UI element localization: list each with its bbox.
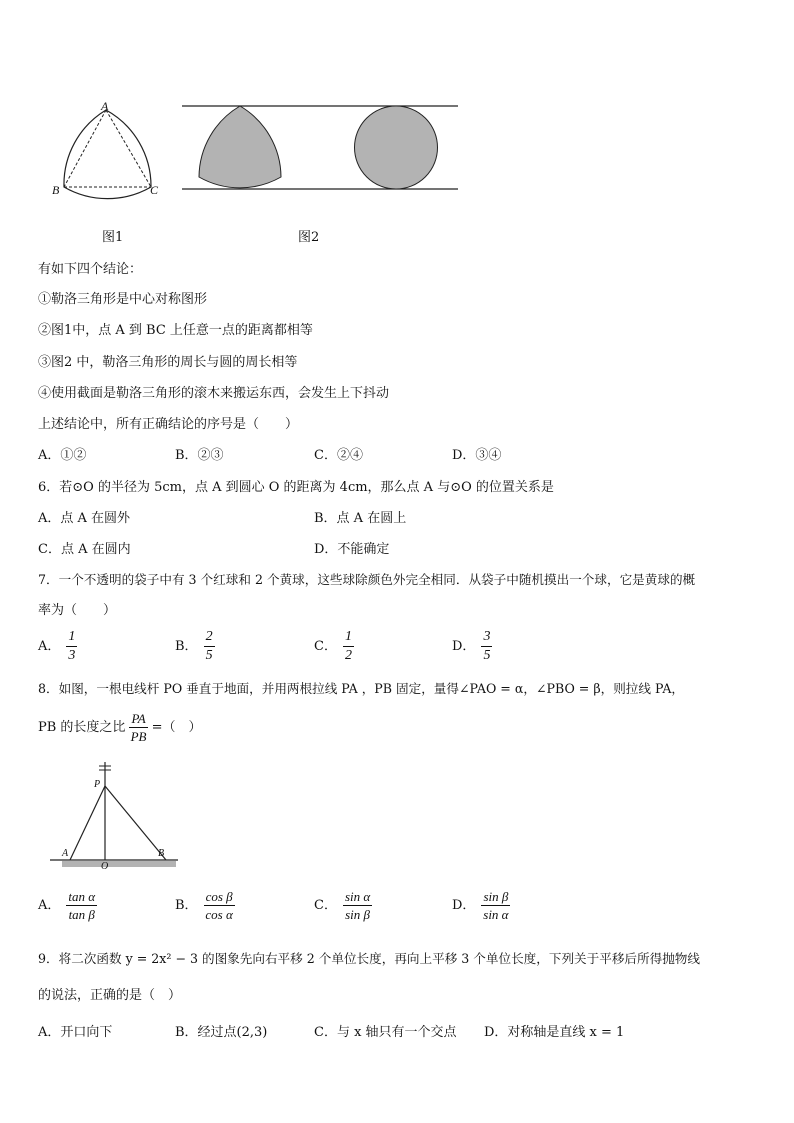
intro-text: 有如下四个结论： bbox=[38, 262, 143, 277]
q8-option-b-fraction bbox=[204, 890, 235, 921]
fraction-denominator: cos α bbox=[205, 907, 233, 922]
figure1-label-c: C bbox=[150, 183, 159, 197]
fraction-numerator: 2 bbox=[204, 630, 215, 647]
figure1-reuleaux-triangle bbox=[40, 90, 180, 210]
q9-option-c: C．与 x 轴只有一个交点 bbox=[314, 1025, 457, 1040]
q6-option-d: D．不能确定 bbox=[314, 542, 390, 557]
fraction-denominator: 3 bbox=[68, 648, 76, 663]
q5-option-d: D．③④ bbox=[452, 448, 502, 463]
q6-stem: 6．若⊙O 的半径为 5cm，点 A 到圆心 O 的距离为 4cm，那么点 A 与⊙O 的位置关系是 bbox=[38, 480, 554, 495]
q6-option-c: C．点 A 在圆内 bbox=[38, 542, 131, 557]
q8-option-c bbox=[314, 890, 372, 921]
q8-option-b-letter: B． bbox=[175, 898, 198, 913]
q7-option-b-fraction bbox=[204, 630, 215, 663]
q5-option-b: B．②③ bbox=[175, 448, 224, 463]
q7-option-d bbox=[452, 630, 492, 663]
q8-stem-line2 bbox=[38, 712, 202, 743]
q8-option-d-fraction bbox=[481, 890, 510, 921]
q8-option-d bbox=[452, 890, 510, 921]
q8-figure-label-o: O bbox=[101, 861, 109, 872]
q8-stem-line2-text: PB 的长度之比 bbox=[38, 720, 126, 735]
conclusion-1: ①勒洛三角形是中心对称图形 bbox=[38, 292, 208, 307]
figure1-caption: 图1 bbox=[102, 230, 124, 245]
fraction-numerator: sin β bbox=[483, 889, 509, 904]
fraction-numerator: tan α bbox=[68, 889, 96, 904]
q9-option-d: D．对称轴是直线 x = 1 bbox=[484, 1025, 625, 1040]
q8-figure-label-p: P bbox=[94, 779, 101, 790]
conclusion-2: ②图1中，点 A 到 BC 上任意一点的距离都相等 bbox=[38, 323, 313, 338]
q7-stem-line1: 7．一个不透明的袋子中有 3 个红球和 2 个黄球，这些球除颜色外完全相同．从袋子中随机摸出一个球，它是黄球的概 bbox=[38, 572, 696, 587]
q8-figure-label-b: B bbox=[158, 848, 165, 859]
q5-option-c: C．②④ bbox=[314, 448, 363, 463]
q8-option-a bbox=[38, 890, 97, 921]
q7-option-b bbox=[175, 630, 215, 663]
q7-option-c-fraction bbox=[343, 630, 354, 663]
q6-option-b: B．点 A 在圆上 bbox=[314, 511, 407, 526]
fraction-denominator: 5 bbox=[483, 648, 491, 663]
q9-option-a: A．开口向下 bbox=[38, 1025, 113, 1040]
q7-option-d-letter: D． bbox=[452, 639, 476, 654]
q7-option-a-letter: A． bbox=[38, 639, 61, 654]
figure1-label-b: B bbox=[52, 183, 60, 197]
fraction-numerator: 3 bbox=[481, 630, 492, 647]
q8-option-c-fraction bbox=[343, 890, 372, 921]
q8-stem-line2-end: =（ ） bbox=[151, 720, 202, 735]
fraction-denominator: tan β bbox=[68, 907, 95, 922]
fraction-numerator: PA bbox=[131, 711, 146, 726]
q7-option-a bbox=[38, 630, 77, 663]
q5-option-a: A．①② bbox=[38, 448, 87, 463]
figure2-rolling-shapes bbox=[180, 100, 460, 195]
fraction-denominator: 5 bbox=[205, 648, 213, 663]
fraction-numerator: 1 bbox=[66, 630, 77, 647]
q8-stem-fraction bbox=[129, 712, 147, 743]
figure2-caption: 图2 bbox=[298, 230, 320, 245]
q8-option-c-letter: C． bbox=[314, 898, 337, 913]
q7-option-b-letter: B． bbox=[175, 639, 198, 654]
q8-option-a-letter: A． bbox=[38, 898, 61, 913]
q7-option-d-fraction bbox=[481, 630, 492, 663]
q9-stem-line2: 的说法，正确的是（ ） bbox=[38, 988, 182, 1003]
q7-option-c bbox=[314, 630, 354, 663]
conclusion-4: ④使用截面是勒洛三角形的滚木来搬运东西，会发生上下抖动 bbox=[38, 386, 390, 401]
fraction-numerator: cos β bbox=[205, 889, 233, 904]
q8-option-a-fraction bbox=[66, 890, 97, 921]
fraction-numerator: sin α bbox=[344, 889, 371, 904]
q7-stem-line2: 率为（ ） bbox=[38, 603, 117, 618]
q8-stem-line1: 8．如图，一根电线杆 PO 垂直于地面，并用两根拉线 PA ，PB 固定，量得∠PAO = α，∠PBO = β，则拉线 PA， bbox=[38, 681, 685, 696]
q8-option-b bbox=[175, 890, 235, 921]
q5-stem: 上述结论中，所有正确结论的序号是（ ） bbox=[38, 417, 299, 432]
q9-stem-line1: 9．将二次函数 y = 2x² − 3 的图象先向右平移 2 个单位长度，再向上平移 3 个单位长度，下列关于平移后所得抛物线 bbox=[38, 951, 700, 966]
q6-option-a: A．点 A 在圆外 bbox=[38, 511, 131, 526]
conclusion-3: ③图2 中，勒洛三角形的周长与圆的周长相等 bbox=[38, 355, 298, 370]
fraction-denominator: sin α bbox=[483, 907, 509, 922]
fraction-denominator: 2 bbox=[344, 648, 352, 663]
figure1-label-a: A bbox=[101, 99, 109, 113]
fraction-numerator: 1 bbox=[343, 630, 354, 647]
q8-figure-label-a: A bbox=[62, 848, 69, 859]
q9-option-b: B．经过点(2,3) bbox=[175, 1025, 268, 1040]
fraction-denominator: PB bbox=[130, 729, 147, 744]
fraction-denominator: sin β bbox=[345, 907, 371, 922]
q8-option-d-letter: D． bbox=[452, 898, 476, 913]
q7-option-c-letter: C． bbox=[314, 639, 337, 654]
q7-option-a-fraction bbox=[66, 630, 77, 663]
